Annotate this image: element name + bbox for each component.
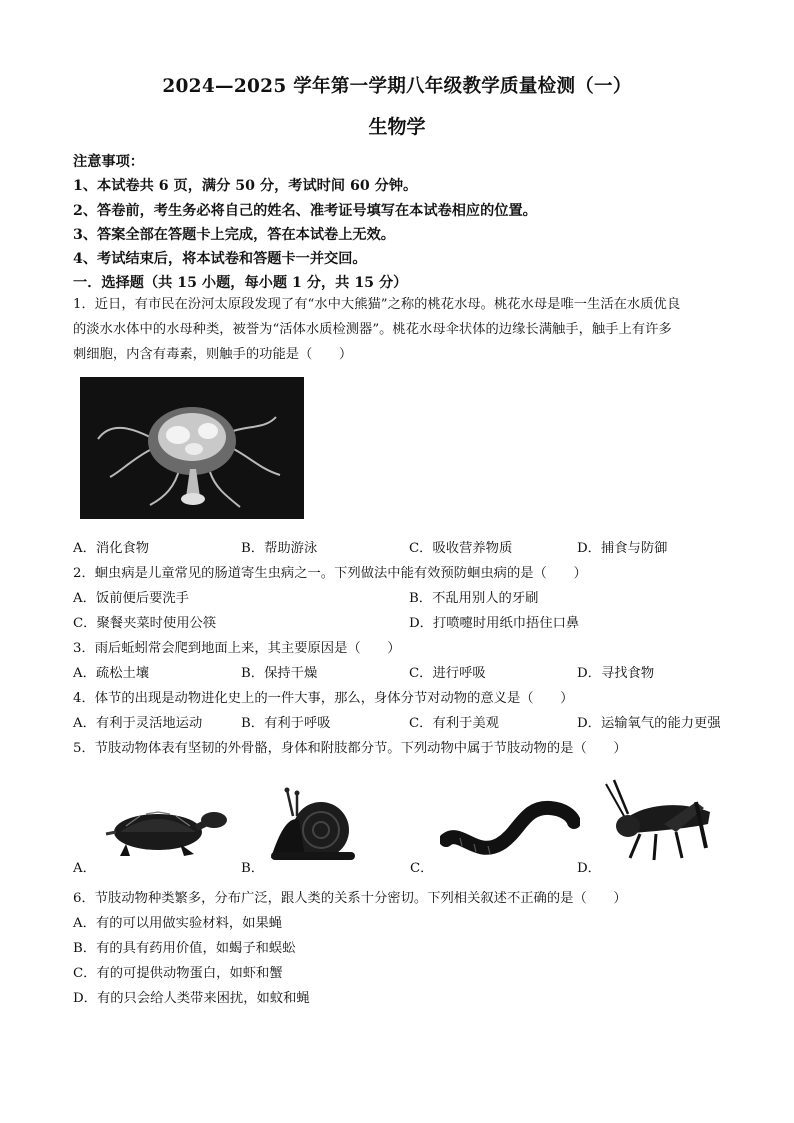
question-text: 6．节肢动物种类繁多，分布广泛，跟人类的关系十分密切。下列相关叙述不正确的是（ ） <box>73 891 627 906</box>
question-3 <box>73 636 733 661</box>
option-d[interactable]: D．寻找食物 <box>577 666 655 681</box>
question-text: 4．体节的出现是动物进化史上的一件大事，那么，身体分节对动物的意义是（ ） <box>73 691 574 706</box>
option-c[interactable]: C．吸收营养物质 <box>409 541 513 556</box>
option-d[interactable]: D．捕食与防御 <box>577 541 668 556</box>
option-d[interactable]: D．打喷嚏时用纸巾捂住口鼻 <box>409 616 580 631</box>
question-2-options-row2 <box>73 611 733 636</box>
question-1 <box>73 292 733 367</box>
question-5 <box>73 736 733 761</box>
exam-title: 2024—2025 学年第一学期八年级教学质量检测（一） <box>162 76 632 97</box>
question-2 <box>73 561 733 586</box>
section-heading: 一．选择题（共 15 小题，每小题 1 分，共 15 分） <box>73 275 408 292</box>
option-c[interactable]: C． <box>410 861 434 876</box>
option-c[interactable]: C．有的可提供动物蛋白，如虾和蟹 <box>73 966 283 981</box>
exam-subject: 生物学 <box>368 116 426 138</box>
grasshopper-photo <box>600 774 718 864</box>
question-2-options-row1 <box>73 586 733 611</box>
option-c[interactable]: C．聚餐夹菜时使用公筷 <box>73 616 217 631</box>
question-text: 的淡水水体中的水母种类，被誉为“活体水质检测器”。桃花水母伞状体的边缘长满触手，触手上有许多 <box>73 322 672 337</box>
option-a[interactable]: A．有的可以用做实验材料，如果蝇 <box>73 916 283 931</box>
note-item: 3、答案全部在答题卡上完成，答在本试卷上无效。 <box>73 226 395 243</box>
option-d[interactable]: D．有的只会给人类带来困扰，如蚊和蝇 <box>73 991 310 1006</box>
option-a[interactable]: A．饭前便后要洗手 <box>73 591 189 606</box>
option-b[interactable]: B．保持干燥 <box>241 666 318 681</box>
option-b[interactable]: B．帮助游泳 <box>241 541 318 556</box>
question-6 <box>73 886 733 1011</box>
option-d[interactable]: D．运输氧气的能力更强 <box>577 716 721 731</box>
turtle-photo <box>96 798 236 862</box>
option-a[interactable]: A．有利于灵活地运动 <box>73 716 203 731</box>
notes-heading: 注意事项： <box>73 154 144 170</box>
option-d[interactable]: D． <box>577 861 601 876</box>
question-text: 1．近日，有市民在汾河太原段发现了有“水中大熊猫”之称的桃花水母。桃花水母是唯一生活在水质优良 <box>73 297 681 312</box>
question-text: 3．雨后蚯蚓常会爬到地面上来，其主要原因是（ ） <box>73 641 401 656</box>
question-4-options <box>73 711 733 736</box>
question-4 <box>73 686 733 711</box>
question-1-options <box>73 536 733 561</box>
option-a[interactable]: A．消化食物 <box>73 541 150 556</box>
option-a[interactable]: A．疏松土壤 <box>73 666 150 681</box>
question-text: 刺细胞，内含有毒素，则触手的功能是（ ） <box>73 347 353 362</box>
option-b[interactable]: B． <box>241 861 265 876</box>
jellyfish-photo <box>80 377 304 519</box>
notes-block <box>73 150 733 296</box>
option-c[interactable]: C．有利于美观 <box>409 716 499 731</box>
option-b[interactable]: B．有利于呼吸 <box>241 716 331 731</box>
option-b[interactable]: B．有的具有药用价值，如蝎子和蜈蚣 <box>73 941 296 956</box>
option-a[interactable]: A． <box>73 861 96 876</box>
note-item: 4、考试结束后，将本试卷和答题卡一并交回。 <box>73 251 367 268</box>
option-c[interactable]: C．进行呼吸 <box>409 666 486 681</box>
question-text: 2．蛔虫病是儿童常见的肠道寄生虫病之一。下列做法中能有效预防蛔虫病的是（ ） <box>73 566 587 581</box>
leech-photo <box>440 798 580 868</box>
note-item: 2、答卷前，考生务必将自己的姓名、准考证号填写在本试卷相应的位置。 <box>73 202 537 219</box>
snail-photo <box>265 786 359 864</box>
question-text: 5．节肢动物体表有坚韧的外骨骼，身体和附肢都分节。下列动物中属于节肢动物的是（ ） <box>73 741 627 756</box>
option-b[interactable]: B．不乱用别人的牙刷 <box>409 591 539 606</box>
note-item: 1、本试卷共 6 页，满分 50 分，考试时间 60 分钟。 <box>73 178 418 195</box>
question-3-options <box>73 661 733 686</box>
